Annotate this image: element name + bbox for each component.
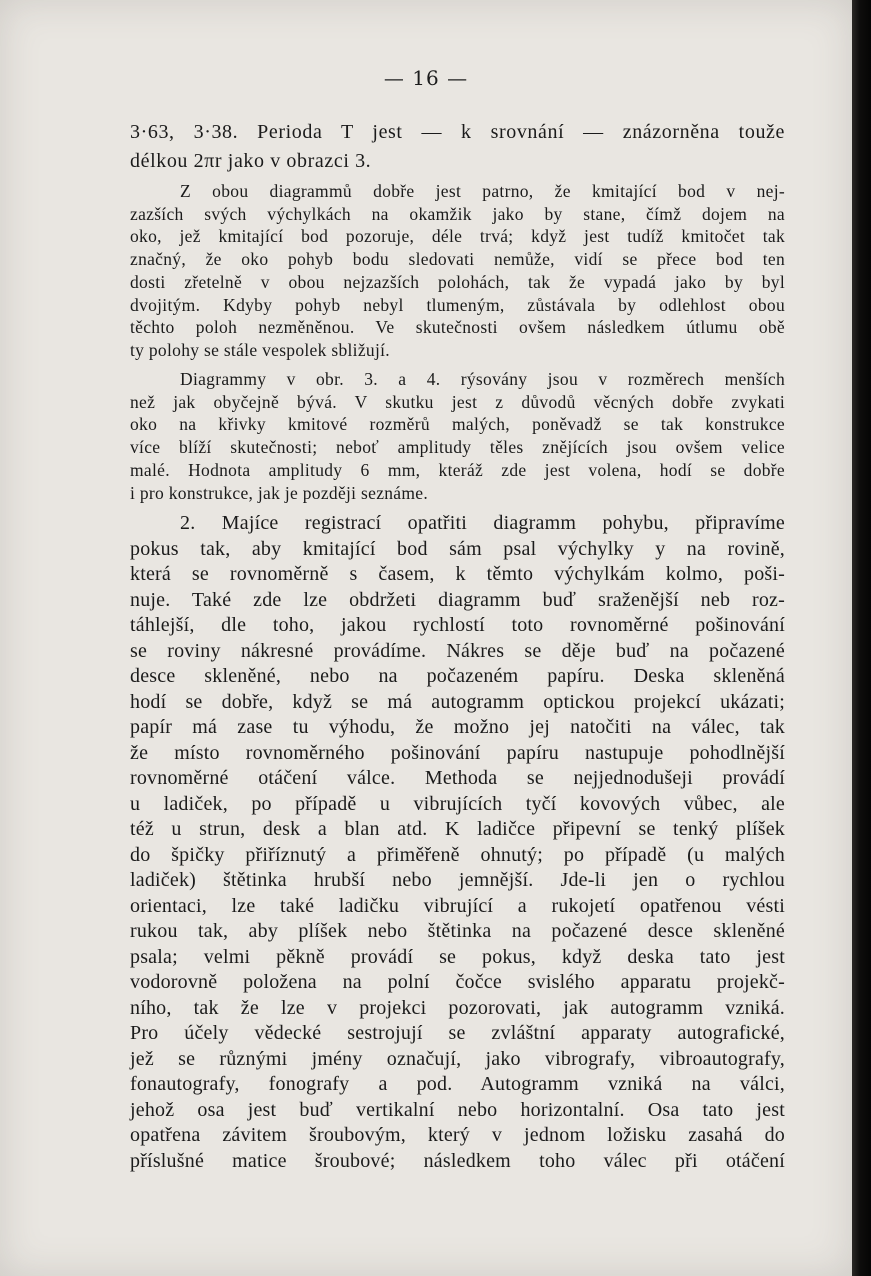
text-line: nuje. Také zde lze obdržeti diagramm buď sraženější neb roz- bbox=[130, 588, 785, 611]
text-line: rukou tak, aby plíšek nebo štětinka na počazené desce skleněné bbox=[130, 920, 785, 942]
text-line: dvojitým. Kdyby pohyb nebyl tlumeným, zůstávala by odlehlost obou bbox=[130, 294, 785, 315]
text-line: rovnoměrné otáčení válce. Methoda se nejjednodušeji provádí bbox=[130, 767, 785, 789]
text-line: do špičky přiříznutý a přiměřeně ohnutý; po případě (u malých bbox=[130, 843, 785, 866]
text-line: dosti zřetelně v obou nejzazších polohách, tak že vypadá jako by byl bbox=[130, 271, 785, 292]
text-line: značný, že oko pohyb bodu sledovati nemůže, vidí se přece bod ten bbox=[130, 249, 785, 270]
paragraph-diagrammy-obou bbox=[130, 180, 785, 362]
text-line: ty polohy se stále vespolek sbližují. bbox=[130, 339, 390, 360]
text-line: 3·63, 3·38. Perioda T jest — k srovnání — znázorněna touže bbox=[130, 121, 785, 143]
text-line: 2. Majíce registrací opatřiti diagramm pohybu, připravíme bbox=[180, 512, 785, 534]
paragraph-perioda bbox=[130, 118, 785, 176]
page-edge-shadow bbox=[852, 0, 871, 1276]
text-line: délkou 2πr jako v obrazci 3. bbox=[130, 150, 372, 172]
text-line: která se rovnoměrně s časem, k těmto výchylkám kolmo, poši- bbox=[130, 563, 785, 585]
text-line: ladiček) štětinka hrubší nebo jemnější. Jde-li jen o rychlou bbox=[130, 869, 785, 891]
text-line: psala; velmi pěkně provádí se pokus, když deska tato jest bbox=[130, 945, 785, 968]
text-line: též u strun, desk a blan atd. K ladičce připevní se tenký plíšek bbox=[130, 818, 785, 840]
text-line: jehož osa jest buď vertikalní nebo horizontalní. Osa tato jest bbox=[130, 1098, 785, 1121]
text-line: fonautografy, fonografy a pod. Autogramm vzniká na válci, bbox=[130, 1073, 785, 1095]
text-line: táhlejší, dle toho, jakou rychlostí toto rovnoměrné pošinování bbox=[130, 614, 785, 636]
text-line: pokus tak, aby kmitající bod sám psal výchylky y na rovině, bbox=[130, 537, 785, 560]
text-line: Pro účely vědecké sestrojují se zvláštní apparaty autografické, bbox=[130, 1022, 785, 1044]
text-line: u ladiček, po případě u vibrujících tyčí kovových vůbec, ale bbox=[130, 792, 785, 815]
text-line: opatřena závitem šroubovým, který v jednom ložisku zasahá do bbox=[130, 1124, 785, 1146]
page-number: — 16 — bbox=[383, 66, 469, 90]
paragraph-diagrammy-rozmery bbox=[130, 368, 785, 504]
text-line: se roviny nákresné provádíme. Nákres se děje buď na počazené bbox=[130, 639, 785, 662]
text-line: orientaci, lze také ladičku vibrující a rukojetí opatřenou vésti bbox=[130, 894, 785, 917]
text-line: oko, jež kmitající bod pozoruje, déle trvá; když jest tudíž kmitočet tak bbox=[130, 226, 785, 247]
paragraph-registrace bbox=[130, 511, 785, 1174]
text-line: než jak obyčejně bývá. V skutku jest z důvodů věcných dobře zvykati bbox=[130, 391, 785, 412]
text-line: hodí se dobře, když se má autogramm optickou projekcí ukázati; bbox=[130, 690, 785, 713]
text-line: oko na křivky kmitové rozměrů malých, poněvadž se tak konstrukce bbox=[130, 414, 785, 435]
text-line: zazších svých výchylkách na okamžik jako by stane, čímž dojem na bbox=[130, 203, 785, 224]
text-line: vodorovně položena na polní čočce svislého apparatu projekč- bbox=[130, 971, 785, 993]
text-line: že místo rovnoměrného pošinování papíru nastupuje pohodlnější bbox=[130, 741, 785, 764]
text-line: desce skleněné, nebo na počazeném papíru. Deska skleněná bbox=[130, 665, 785, 687]
text-line: více blíží skutečnosti; neboť amplitudy těles znějících jsou ovšem velice bbox=[130, 437, 785, 458]
text-line: příslušné matice šroubové; následkem toho válec při otáčení bbox=[130, 1149, 785, 1172]
text-line: Diagrammy v obr. 3. a 4. rýsovány jsou v rozměrech menších bbox=[180, 369, 785, 389]
text-line: Z obou diagrammů dobře jest patrno, že kmitající bod v nej- bbox=[180, 181, 785, 201]
text-line: těchto poloh nezměněnou. Ve skutečnosti ovšem následkem útlumu obě bbox=[130, 317, 785, 338]
text-line: papír má zase tu výhodu, že možno jej natočiti na válec, tak bbox=[130, 716, 785, 738]
text-line: jež se různými jmény označují, jako vibrografy, vibroautografy, bbox=[130, 1047, 785, 1070]
text-line: ního, tak že lze v projekci pozorovati, jak autogramm vzniká. bbox=[130, 996, 785, 1019]
text-line: i pro konstrukce, jak je později seznáme. bbox=[130, 482, 429, 503]
text-line: malé. Hodnota amplitudy 6 mm, kteráž zde jest volena, hodí se dobře bbox=[130, 459, 785, 480]
